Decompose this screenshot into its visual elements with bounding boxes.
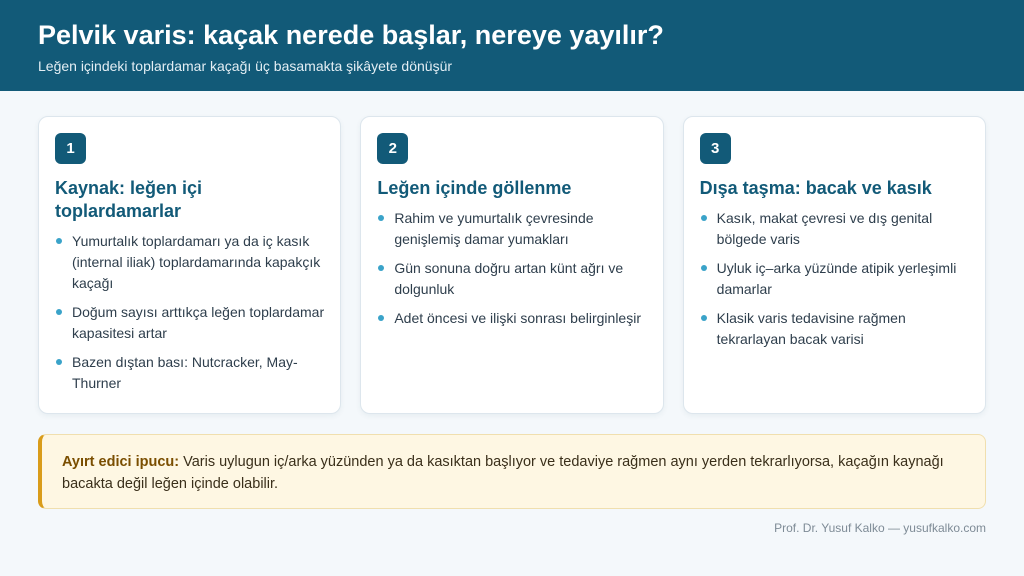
step-number-badge: 3 [700, 133, 731, 164]
bullet-dot-icon [56, 309, 62, 315]
bullet-text: Klasik varis tedavisine rağmen tekrarlayan bacak varisi [716, 310, 906, 347]
bullet-item [55, 352, 324, 394]
tip-label: Ayırt edici ipucu: [62, 454, 180, 470]
bullet-item [55, 231, 324, 294]
bullet-text: Doğum sayısı arttıkça leğen toplardamar kapasitesi artar [72, 304, 325, 341]
bullet-dot-icon [701, 315, 707, 321]
page-title: Pelvik varis: kaçak nerede başlar, nereye yayılır? [38, 20, 664, 50]
header-banner [0, 0, 1024, 91]
step-card-1 [38, 116, 341, 414]
tip-text: Varis uylugun iç/arka yüzünden ya da kasıktan başlıyor ve tedaviye rağmen aynı yerden tekrarlıyorsa, kaçağın kaynağı bacakta değil leğen içinde olabilir. [62, 454, 944, 492]
bullet-item [377, 308, 646, 329]
bullet-item [377, 258, 646, 300]
page-subtitle: Leğen içindeki toplardamar kaçağı üç basamakta şikâyete dönüşür [38, 58, 453, 74]
bullet-item [700, 258, 969, 300]
bullet-list [700, 208, 969, 350]
bullet-dot-icon [701, 265, 707, 271]
bullet-text: Adet öncesi ve ilişki sonrası belirginleşir [394, 310, 641, 326]
bullet-dot-icon [701, 215, 707, 221]
tip-callout [38, 434, 986, 509]
bullet-text: Yumurtalık toplardamarı ya da iç kasık (internal iliak) toplardamarında kapakçık kaçağı [72, 233, 321, 291]
bullet-text: Rahim ve yumurtalık çevresinde genişlemiş damar yumakları [394, 210, 594, 247]
bullet-item [700, 308, 969, 350]
bullet-dot-icon [56, 359, 62, 365]
step-card-3 [683, 116, 986, 414]
step-number-badge: 2 [377, 133, 408, 164]
bullet-list [377, 208, 646, 329]
bullet-item [700, 208, 969, 250]
bullet-list [55, 231, 324, 394]
step-number-badge: 1 [55, 133, 86, 164]
bullet-dot-icon [378, 215, 384, 221]
step-title: Dışa taşma: bacak ve kasık [699, 178, 932, 198]
bullet-text: Uyluk iç–arka yüzünde atipik yerleşimli damarlar [716, 260, 957, 297]
bullet-dot-icon [378, 265, 384, 271]
bullet-text: Kasık, makat çevresi ve dış genital bölgede varis [716, 210, 933, 247]
step-title: Leğen içinde göllenme [377, 178, 572, 198]
bullet-text: Gün sonuna doğru artan künt ağrı ve dolgunluk [394, 260, 624, 297]
bullet-item [377, 208, 646, 250]
bullet-item [55, 302, 324, 344]
bullet-text: Bazen dıştan bası: Nutcracker, May-Thurner [72, 354, 298, 391]
bullet-dot-icon [378, 315, 384, 321]
step-cards [38, 116, 986, 414]
step-title: Kaynak: leğen içi toplardamarlar [55, 178, 203, 221]
bullet-dot-icon [56, 238, 62, 244]
footer-credit: Prof. Dr. Yusuf Kalko — yusufkalko.com [774, 521, 986, 535]
step-card-2 [360, 116, 663, 414]
